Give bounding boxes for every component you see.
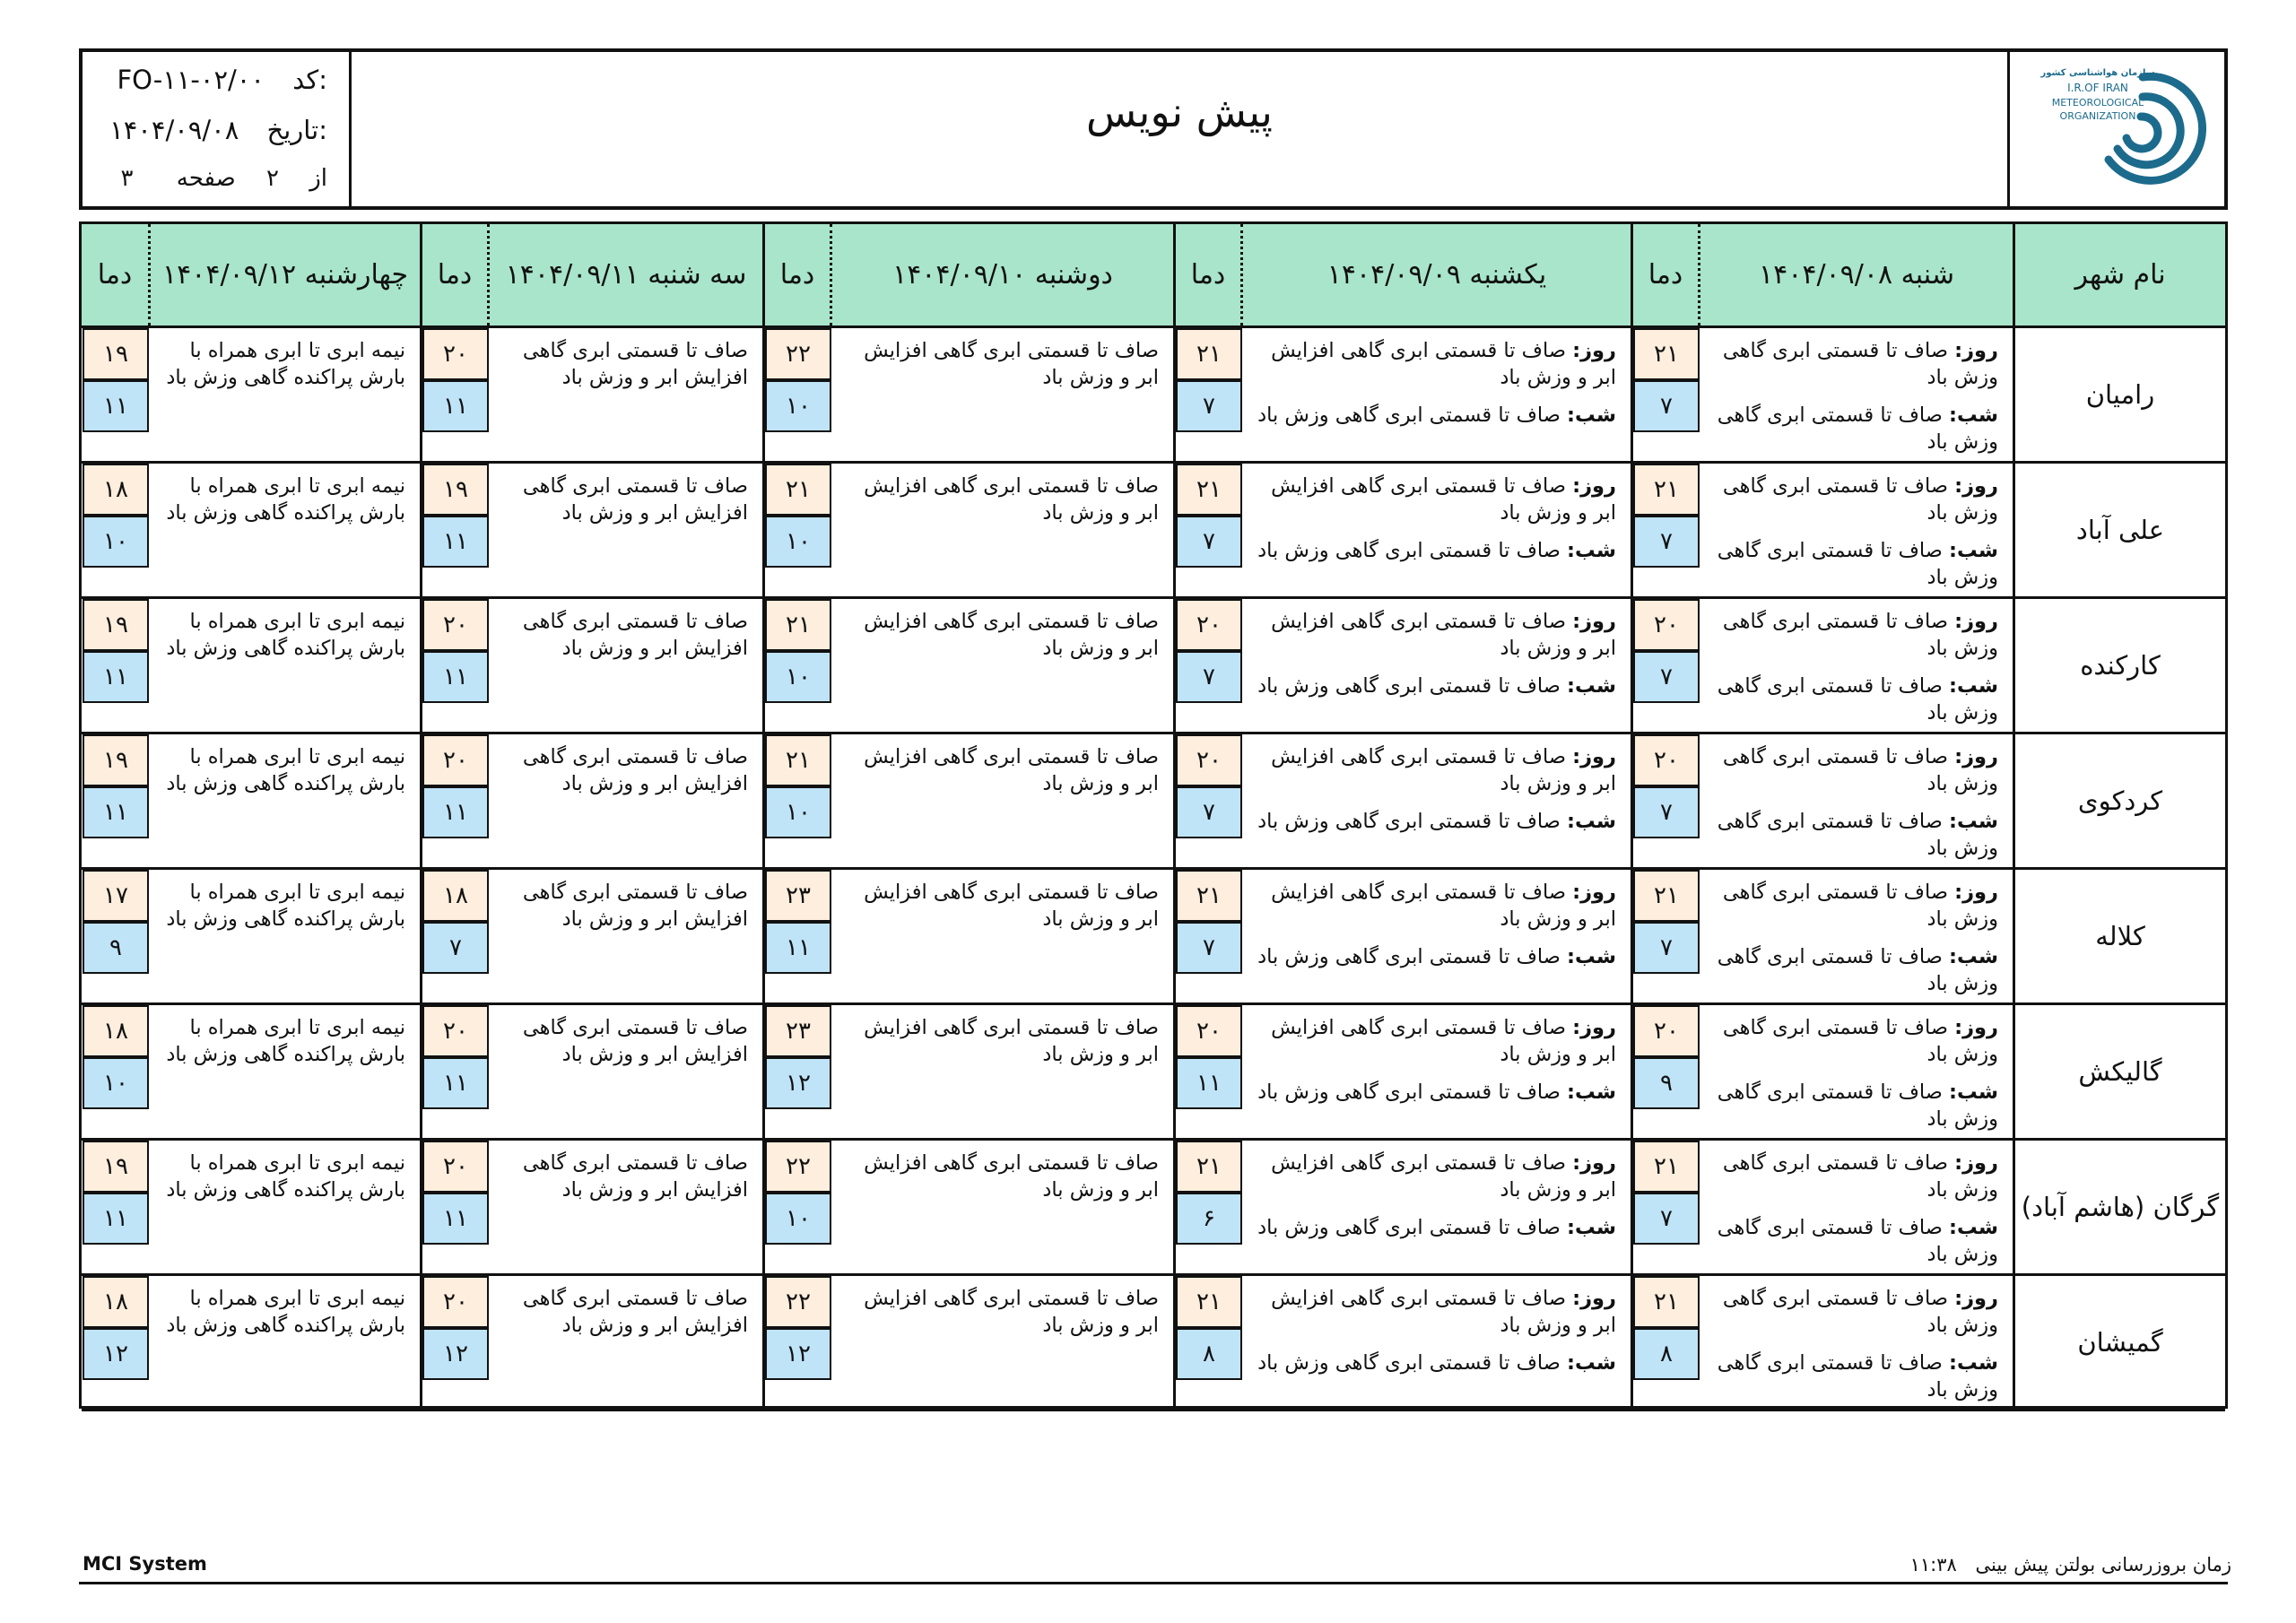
night-text: صاف تا قسمتی ابری گاهی وزش باد (1717, 810, 1998, 860)
forecast-text: نیمه ابری تا ابری همراه با بارش پراکنده گاهی وزش باد (166, 474, 405, 525)
city-name: کلاله (2095, 921, 2145, 951)
max-temp: ۱۸ (83, 1276, 149, 1328)
day-label: روز: (1572, 339, 1616, 362)
min-temp: ۱۱ (422, 786, 489, 838)
max-temp: ۲۰ (422, 734, 489, 786)
date-label: تاریخ: (266, 115, 327, 145)
min-temp: ۷ (1633, 651, 1700, 703)
min-temp: ۱۲ (765, 1057, 831, 1109)
night-forecast (1709, 1214, 1998, 1268)
min-temp: ۱۱ (422, 651, 489, 703)
forecast-text: نیمه ابری تا ابری همراه با بارش پراکنده گاهی وزش باد (166, 1016, 405, 1066)
night-text: صاف تا قسمتی ابری گاهی وزش باد (1257, 1081, 1561, 1104)
table-row (82, 1141, 2225, 1276)
document-header (79, 48, 2228, 210)
city-name: گرگان (هاشم آباد) (2021, 1192, 2220, 1222)
night-forecast (1709, 1079, 1998, 1133)
night-forecast (1709, 673, 1998, 726)
min-temp: ۱۱ (422, 1193, 489, 1245)
max-temp: ۲۱ (765, 599, 831, 651)
min-temp: ۷ (1633, 922, 1700, 974)
day-forecast (1709, 473, 1998, 526)
min-temp: ۷ (1176, 651, 1242, 703)
day-label: روز: (1954, 1287, 1998, 1310)
max-temp: ۲۰ (422, 1141, 489, 1193)
logo-text-en2: METEOROLOGICAL (2051, 97, 2144, 108)
forecast-text: صاف تا قسمتی ابری گاهی افزایش ابر و وزش باد (864, 610, 1159, 660)
day-text: صاف تا قسمتی ابری گاهی افزایش ابر و وزش باد (1271, 1151, 1616, 1202)
night-text: صاف تا قسمتی ابری گاهی وزش باد (1257, 810, 1561, 833)
update-time: ۱۱:۳۸ (1909, 1554, 1957, 1575)
min-temp: ۷ (1176, 380, 1242, 432)
document-info (83, 52, 352, 206)
day-label: روز: (1954, 881, 1998, 904)
max-temp: ۲۱ (1633, 870, 1700, 922)
min-temp: ۷ (1633, 1193, 1700, 1245)
night-text: صاف تا قسمتی ابری گاهی وزش باد (1717, 1351, 1998, 1402)
day-header: شنبه ۱۴۰۴/۰۹/۰۸ (1759, 259, 1954, 291)
table-row (82, 1276, 2225, 1411)
min-temp: ۷ (1176, 786, 1242, 838)
max-temp: ۱۸ (83, 1005, 149, 1057)
min-temp: ۱۰ (83, 1057, 149, 1109)
update-info (1910, 1554, 2231, 1575)
forecast-text: نیمه ابری تا ابری همراه با بارش پراکنده گاهی وزش باد (166, 339, 405, 389)
table-row (82, 328, 2225, 464)
night-forecast (1709, 402, 1998, 456)
min-temp: ۱۱ (765, 922, 831, 974)
forecast-text: صاف تا قسمتی ابری گاهی افزایش ابر و وزش باد (522, 610, 748, 660)
night-forecast (1252, 402, 1616, 429)
max-temp: ۲۱ (1633, 464, 1700, 516)
temp-header: دما (779, 259, 815, 291)
forecast-text: صاف تا قسمتی ابری گاهی افزایش ابر و وزش باد (864, 474, 1159, 525)
day-text: صاف تا قسمتی ابری گاهی افزایش ابر و وزش باد (1271, 1016, 1616, 1066)
forecast-text: صاف تا قسمتی ابری گاهی افزایش ابر و وزش باد (522, 474, 748, 525)
day-forecast (1709, 1285, 1998, 1339)
min-temp: ۱۰ (83, 516, 149, 568)
logo-text-fa: سازمان هواشناسی کشور (2040, 68, 2155, 78)
min-temp: ۱۱ (83, 786, 149, 838)
max-temp: ۲۱ (1633, 328, 1700, 380)
night-text: صاف تا قسمتی ابری گاهی وزش باد (1257, 674, 1561, 698)
min-temp: ۱۱ (422, 516, 489, 568)
night-text: صاف تا قسمتی ابری گاهی وزش باد (1717, 404, 1998, 454)
max-temp: ۲۳ (765, 870, 831, 922)
min-temp: ۸ (1633, 1328, 1700, 1380)
max-temp: ۲۰ (1176, 734, 1242, 786)
forecast-text: صاف تا قسمتی ابری گاهی افزایش ابر و وزش باد (522, 1016, 748, 1066)
day-text: صاف تا قسمتی ابری گاهی افزایش ابر و وزش باد (1271, 745, 1616, 795)
day-header: سه شنبه ۱۴۰۴/۰۹/۱۱ (505, 259, 747, 291)
max-temp: ۱۷ (83, 870, 149, 922)
day-forecast (1709, 608, 1998, 662)
min-temp: ۱۲ (422, 1328, 489, 1380)
max-temp: ۲۲ (765, 328, 831, 380)
night-label: شب: (1949, 1081, 1998, 1104)
night-forecast (1252, 537, 1616, 564)
temp-header: دما (1190, 259, 1226, 291)
max-temp: ۱۹ (83, 599, 149, 651)
day-label: روز: (1572, 1287, 1616, 1310)
forecast-text: نیمه ابری تا ابری همراه با بارش پراکنده گاهی وزش باد (166, 1151, 405, 1202)
day-text: صاف تا قسمتی ابری گاهی افزایش ابر و وزش باد (1271, 881, 1616, 931)
city-name: علی آباد (2075, 515, 2165, 545)
max-temp: ۲۰ (1633, 734, 1700, 786)
day-forecast (1252, 1014, 1616, 1068)
min-temp: ۱۱ (83, 380, 149, 432)
day-text: صاف تا قسمتی ابری گاهی وزش باد (1722, 474, 1998, 525)
night-label: شب: (1949, 945, 1998, 968)
table-row (82, 599, 2225, 734)
min-temp: ۶ (1176, 1193, 1242, 1245)
day-text: صاف تا قسمتی ابری گاهی وزش باد (1722, 881, 1998, 931)
day-forecast (1252, 608, 1616, 662)
night-label: شب: (1949, 810, 1998, 833)
day-forecast (1252, 879, 1616, 933)
night-label: شب: (1567, 945, 1616, 968)
night-text: صاف تا قسمتی ابری گاهی وزش باد (1257, 404, 1561, 427)
night-text: صاف تا قسمتی ابری گاهی وزش باد (1717, 539, 1998, 589)
day-label: روز: (1954, 1151, 1998, 1175)
day-header: چهارشنبه ۱۴۰۴/۰۹/۱۲ (162, 259, 408, 291)
max-temp: ۲۱ (1176, 328, 1242, 380)
day-label: روز: (1954, 610, 1998, 633)
day-label: روز: (1954, 339, 1998, 362)
footer-divider (79, 1582, 2228, 1584)
max-temp: ۲۰ (1176, 1005, 1242, 1057)
max-temp: ۲۰ (1633, 1005, 1700, 1057)
spiral-logo-icon (2010, 52, 2222, 206)
temp-header: دما (97, 259, 133, 291)
day-label: روز: (1954, 745, 1998, 768)
forecast-text: صاف تا قسمتی ابری گاهی افزایش ابر و وزش باد (522, 881, 748, 931)
day-text: صاف تا قسمتی ابری گاهی افزایش ابر و وزش باد (1271, 339, 1616, 389)
max-temp: ۲۱ (1176, 1141, 1242, 1193)
max-temp: ۲۰ (1176, 599, 1242, 651)
min-temp: ۸ (1176, 1328, 1242, 1380)
city-name: کردکوی (2077, 785, 2163, 816)
night-forecast (1709, 537, 1998, 591)
night-text: صاف تا قسمتی ابری گاهی وزش باد (1257, 1351, 1561, 1375)
night-forecast (1252, 943, 1616, 970)
max-temp: ۲۱ (1633, 1141, 1700, 1193)
day-label: روز: (1572, 745, 1616, 768)
min-temp: ۱۱ (83, 1193, 149, 1245)
day-text: صاف تا قسمتی ابری گاهی افزایش ابر و وزش باد (1271, 1287, 1616, 1337)
day-label: روز: (1572, 1016, 1616, 1039)
min-temp: ۱۰ (765, 380, 831, 432)
forecast-text: نیمه ابری تا ابری همراه با بارش پراکنده گاهی وزش باد (166, 881, 405, 931)
night-label: شب: (1567, 539, 1616, 562)
max-temp: ۲۲ (765, 1141, 831, 1193)
page-current: ۲ (265, 165, 279, 192)
day-label: روز: (1572, 1151, 1616, 1175)
forecast-text: صاف تا قسمتی ابری گاهی افزایش ابر و وزش باد (522, 745, 748, 795)
min-temp: ۱۰ (765, 1193, 831, 1245)
temp-header: دما (1648, 259, 1683, 291)
night-forecast (1252, 1214, 1616, 1241)
max-temp: ۲۱ (765, 734, 831, 786)
max-temp: ۱۹ (422, 464, 489, 516)
night-label: شب: (1949, 674, 1998, 698)
code-line (117, 65, 327, 95)
min-temp: ۹ (83, 922, 149, 974)
forecast-table (79, 221, 2228, 1409)
table-row (82, 1005, 2225, 1141)
forecast-text: نیمه ابری تا ابری همراه با بارش پراکنده گاهی وزش باد (166, 1287, 405, 1337)
night-forecast (1709, 943, 1998, 997)
night-text: صاف تا قسمتی ابری گاهی وزش باد (1257, 945, 1561, 968)
temp-header: دما (437, 259, 473, 291)
page-title: پیش نویس (1086, 88, 1273, 136)
min-temp: ۷ (1176, 516, 1242, 568)
update-label: زمان بروزرسانی بولتن پیش بینی (1975, 1554, 2231, 1575)
min-temp: ۱۱ (83, 651, 149, 703)
day-text: صاف تا قسمتی ابری گاهی وزش باد (1722, 1016, 1998, 1066)
night-label: شب: (1949, 539, 1998, 562)
table-row (82, 734, 2225, 870)
day-forecast (1709, 1150, 1998, 1203)
night-text: صاف تا قسمتی ابری گاهی وزش باد (1257, 1216, 1561, 1239)
night-forecast (1252, 673, 1616, 699)
date-line (109, 115, 327, 145)
night-label: شب: (1949, 1216, 1998, 1239)
night-forecast (1709, 1350, 1998, 1403)
day-text: صاف تا قسمتی ابری گاهی افزایش ابر و وزش باد (1271, 610, 1616, 660)
max-temp: ۲۱ (1176, 464, 1242, 516)
forecast-text: نیمه ابری تا ابری همراه با بارش پراکنده گاهی وزش باد (166, 610, 405, 660)
system-name: MCI System (83, 1553, 207, 1575)
night-forecast (1252, 808, 1616, 835)
night-label: شب: (1567, 1081, 1616, 1104)
organization-logo (2007, 52, 2224, 206)
night-text: صاف تا قسمتی ابری گاهی وزش باد (1717, 1216, 1998, 1266)
day-forecast (1252, 473, 1616, 526)
day-header: یکشنبه ۱۴۰۴/۰۹/۰۹ (1326, 259, 1547, 291)
day-text: صاف تا قسمتی ابری گاهی وزش باد (1722, 610, 1998, 660)
max-temp: ۱۹ (83, 1141, 149, 1193)
table-row (82, 464, 2225, 599)
max-temp: ۲۱ (765, 464, 831, 516)
day-label: روز: (1572, 881, 1616, 904)
day-forecast (1709, 1014, 1998, 1068)
forecast-text: صاف تا قسمتی ابری گاهی افزایش ابر و وزش باد (864, 339, 1159, 389)
min-temp: ۱۰ (765, 516, 831, 568)
forecast-text: نیمه ابری تا ابری همراه با بارش پراکنده گاهی وزش باد (166, 745, 405, 795)
night-text: صاف تا قسمتی ابری گاهی وزش باد (1257, 539, 1561, 562)
title-area (352, 52, 2007, 206)
forecast-text: صاف تا قسمتی ابری گاهی افزایش ابر و وزش باد (522, 1151, 748, 1202)
day-forecast (1709, 879, 1998, 933)
night-forecast (1252, 1079, 1616, 1106)
day-forecast (1252, 743, 1616, 797)
max-temp: ۲۰ (422, 328, 489, 380)
min-temp: ۱۲ (765, 1328, 831, 1380)
min-temp: ۷ (1633, 786, 1700, 838)
day-forecast (1709, 743, 1998, 797)
city-name: گالیکش (2078, 1056, 2162, 1087)
forecast-text: صاف تا قسمتی ابری گاهی افزایش ابر و وزش باد (864, 1151, 1159, 1202)
forecast-text: صاف تا قسمتی ابری گاهی افزایش ابر و وزش باد (864, 881, 1159, 931)
max-temp: ۲۰ (1633, 599, 1700, 651)
table-header-row (82, 224, 2225, 328)
night-forecast (1709, 808, 1998, 862)
max-temp: ۲۱ (1176, 870, 1242, 922)
max-temp: ۲۲ (765, 1276, 831, 1328)
page-label: صفحه (176, 165, 236, 192)
min-temp: ۹ (1633, 1057, 1700, 1109)
day-label: روز: (1954, 474, 1998, 498)
forecast-text: صاف تا قسمتی ابری گاهی افزایش ابر و وزش باد (864, 1016, 1159, 1066)
city-name: رامیان (2085, 379, 2155, 410)
date-value: ۱۴۰۴/۰۹/۰۸ (109, 115, 239, 145)
day-text: صاف تا قسمتی ابری گاهی افزایش ابر و وزش باد (1271, 474, 1616, 525)
max-temp: ۱۸ (422, 870, 489, 922)
night-text: صاف تا قسمتی ابری گاهی وزش باد (1717, 945, 1998, 995)
min-temp: ۱۱ (422, 1057, 489, 1109)
min-temp: ۷ (1176, 922, 1242, 974)
max-temp: ۲۱ (1176, 1276, 1242, 1328)
night-label: شب: (1567, 674, 1616, 698)
night-text: صاف تا قسمتی ابری گاهی وزش باد (1717, 1081, 1998, 1131)
logo-text-en3: ORGANIZATION (2059, 110, 2136, 122)
night-label: شب: (1567, 404, 1616, 427)
code-label: کد: (292, 65, 327, 95)
page-line (121, 165, 327, 192)
day-text: صاف تا قسمتی ابری گاهی وزش باد (1722, 745, 1998, 795)
day-forecast (1252, 1150, 1616, 1203)
night-forecast (1252, 1350, 1616, 1376)
day-forecast (1252, 337, 1616, 391)
max-temp: ۲۰ (422, 599, 489, 651)
min-temp: ۱۰ (765, 651, 831, 703)
day-text: صاف تا قسمتی ابری گاهی وزش باد (1722, 1151, 1998, 1202)
day-text: صاف تا قسمتی ابری گاهی وزش باد (1722, 1287, 1998, 1337)
logo-text-en1: I.R.OF IRAN (2067, 82, 2128, 94)
page-of: از (309, 165, 327, 192)
night-text: صاف تا قسمتی ابری گاهی وزش باد (1717, 674, 1998, 725)
code-value: FO-۱۱-۰۲/۰۰ (117, 65, 265, 95)
max-temp: ۲۰ (422, 1276, 489, 1328)
min-temp: ۱۱ (422, 380, 489, 432)
max-temp: ۱۹ (83, 328, 149, 380)
min-temp: ۷ (1633, 380, 1700, 432)
city-name: گمیشان (2077, 1327, 2163, 1358)
night-label: شب: (1567, 1216, 1616, 1239)
night-label: شب: (1949, 404, 1998, 427)
max-temp: ۲۰ (422, 1005, 489, 1057)
day-label: روز: (1572, 610, 1616, 633)
forecast-text: صاف تا قسمتی ابری گاهی افزایش ابر و وزش باد (522, 339, 748, 389)
forecast-text: صاف تا قسمتی ابری گاهی افزایش ابر و وزش باد (864, 1287, 1159, 1337)
min-temp: ۷ (1633, 516, 1700, 568)
forecast-text: صاف تا قسمتی ابری گاهی افزایش ابر و وزش باد (522, 1287, 748, 1337)
day-forecast (1252, 1285, 1616, 1339)
max-temp: ۲۱ (1633, 1276, 1700, 1328)
min-temp: ۱۲ (83, 1328, 149, 1380)
day-label: روز: (1954, 1016, 1998, 1039)
day-forecast (1709, 337, 1998, 391)
page-total: ۳ (120, 165, 134, 192)
day-header: دوشنبه ۱۴۰۴/۰۹/۱۰ (892, 259, 1113, 291)
night-label: شب: (1949, 1351, 1998, 1375)
night-label: شب: (1567, 1351, 1616, 1375)
night-label: شب: (1567, 810, 1616, 833)
city-name: کارکنده (2080, 650, 2161, 681)
forecast-text: صاف تا قسمتی ابری گاهی افزایش ابر و وزش باد (864, 745, 1159, 795)
max-temp: ۲۳ (765, 1005, 831, 1057)
max-temp: ۱۸ (83, 464, 149, 516)
max-temp: ۱۹ (83, 734, 149, 786)
min-temp: ۱۰ (765, 786, 831, 838)
min-temp: ۱۱ (1176, 1057, 1242, 1109)
table-row (82, 870, 2225, 1005)
day-text: صاف تا قسمتی ابری گاهی وزش باد (1722, 339, 1998, 389)
city-column-header: نام شهر (2074, 259, 2166, 291)
day-label: روز: (1572, 474, 1616, 498)
min-temp: ۷ (422, 922, 489, 974)
